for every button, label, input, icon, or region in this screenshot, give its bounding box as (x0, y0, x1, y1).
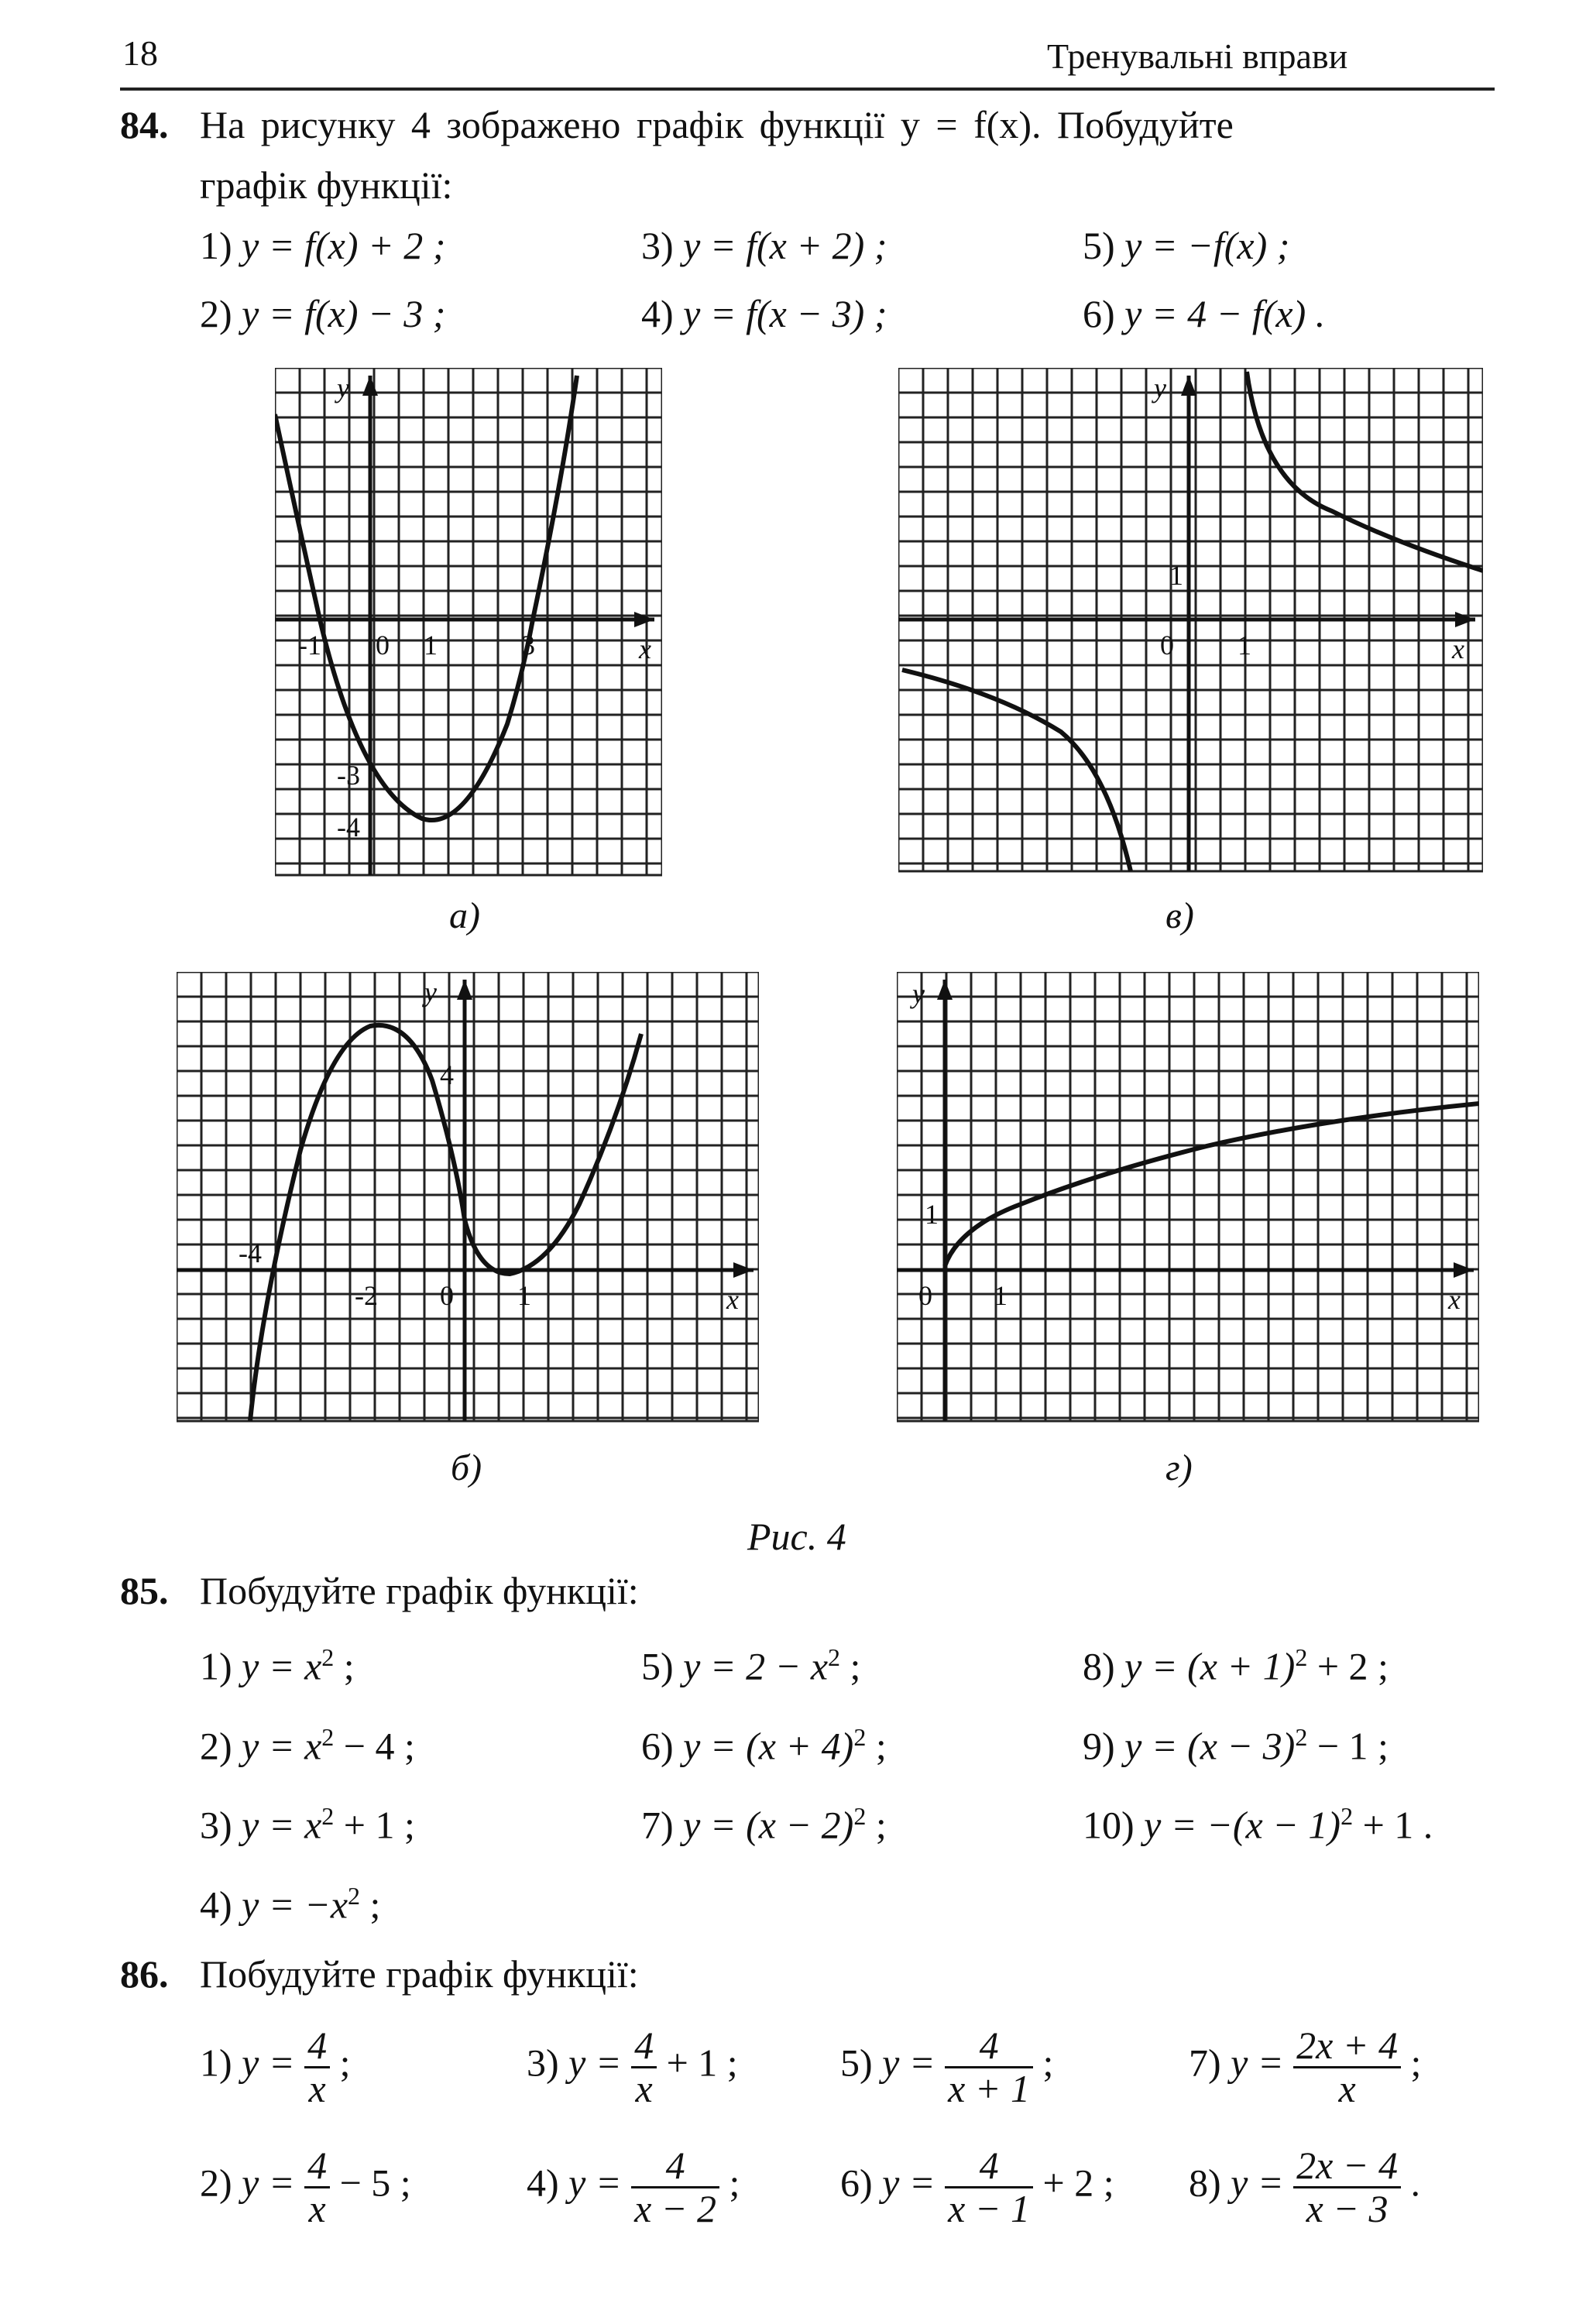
ex84-number: 84. (120, 103, 169, 146)
svg-text:x: x (1452, 633, 1464, 664)
ex86-item: 1) y = $\frac{4}{x}$ ; (200, 2024, 351, 2110)
header-rule (120, 88, 1495, 91)
caption-a: а) (449, 895, 480, 936)
section-title: Тренувальні вправи (1047, 36, 1348, 76)
ex85-item: 7) $y = (x - 2)^2$ ; (641, 1802, 887, 1847)
ex84-line1: На рисунку 4 зображено графік функції y = f(x). Побудуйте (200, 103, 1234, 146)
caption-b: б) (451, 1447, 482, 1488)
tick: 1 (424, 630, 438, 661)
ex86-item: 3) y = $\frac{4}{x}$ + 1 ; (527, 2024, 738, 2110)
svg-text:x: x (1448, 1284, 1461, 1315)
ex84-item: 4) y = f(x − 3) ; (641, 292, 887, 335)
ex85-item: 5) $y = 2 - x^2$ ; (641, 1643, 861, 1688)
ex84-item: 3) y = f(x + 2) ; (641, 224, 887, 267)
ex85-number: 85. (120, 1569, 169, 1612)
ex86-item: 8) y = $\frac{2x - 4}{x - 3}$ . (1189, 2144, 1421, 2230)
ex85-item: 4) $y = -x^2$ ; (200, 1882, 381, 1927)
ex85-item: 8) $y = (x + 1)^2 + 2$ ; (1083, 1643, 1389, 1688)
ex84-line2: графік функції: (200, 163, 453, 207)
svg-text:1: 1 (517, 1280, 531, 1311)
ex85-item: 1) $y = x^2$ ; (200, 1643, 355, 1688)
tick: 0 (376, 630, 390, 661)
ex86-item: 5) y = $\frac{4}{x + 1}$ ; (840, 2024, 1054, 2110)
ex85-item: 3) $y = x^2 + 1$ ; (200, 1802, 415, 1847)
ex85-title: Побудуйте графік функції: (200, 1569, 639, 1612)
figure-caption: Рис. 4 (747, 1515, 846, 1558)
ex84-item: 5) y = −f(x) ; (1083, 224, 1290, 267)
svg-text:y: y (424, 977, 437, 1008)
ex85-item: 9) $y = (x - 3)^2 - 1$ ; (1083, 1723, 1389, 1768)
svg-text:x: x (726, 1284, 739, 1315)
ex84-item: 2) y = f(x) − 3 ; (200, 292, 446, 335)
page-number: 18 (122, 33, 158, 73)
tick: 3 (521, 630, 535, 661)
svg-text:1: 1 (1238, 630, 1251, 661)
curve-g (945, 1104, 1479, 1266)
ex86-item: 4) y = $\frac{4}{x - 2}$ ; (527, 2144, 740, 2230)
graph-g (897, 972, 1479, 1425)
svg-text:1: 1 (1169, 560, 1183, 591)
graph-a (275, 368, 662, 879)
ex84-item: 6) y = 4 − f(x) . (1083, 292, 1326, 335)
ex86-item: 2) y = $\frac{4}{x}$ − 5 ; (200, 2144, 411, 2230)
svg-text:4: 4 (440, 1059, 454, 1090)
svg-text:y: y (912, 978, 925, 1009)
tick: -3 (337, 760, 360, 791)
ex86-item: 7) y = $\frac{2x + 4}{x}$ ; (1189, 2024, 1422, 2110)
graph-v (898, 368, 1483, 875)
svg-text:-2: -2 (355, 1280, 378, 1311)
svg-text:y: y (1154, 372, 1166, 403)
ex85-item: 2) $y = x^2 - 4$ ; (200, 1723, 415, 1768)
ex85-item: 10) $y = -(x - 1)^2 + 1$ . (1083, 1802, 1433, 1847)
x-label: x (639, 633, 651, 664)
caption-v: в) (1165, 895, 1194, 936)
svg-text:1: 1 (994, 1280, 1008, 1311)
caption-g: г) (1165, 1447, 1193, 1488)
graph-b (177, 972, 759, 1425)
ex86-item: 6) y = $\frac{4}{x - 1}$ + 2 ; (840, 2144, 1114, 2230)
svg-text:1: 1 (925, 1199, 939, 1230)
y-label: y (337, 372, 349, 403)
svg-text:0: 0 (440, 1280, 454, 1311)
svg-text:-4: -4 (239, 1238, 262, 1268)
svg-text:0: 0 (1160, 630, 1174, 661)
ex86-title: Побудуйте графік функції: (200, 1952, 639, 1996)
tick: -1 (298, 630, 321, 661)
ex86-number: 86. (120, 1952, 169, 1996)
tick: -4 (337, 812, 360, 843)
ex85-item: 6) $y = (x + 4)^2$ ; (641, 1723, 887, 1768)
ex84-item: 1) y = f(x) + 2 ; (200, 224, 446, 267)
svg-text:0: 0 (918, 1280, 932, 1311)
